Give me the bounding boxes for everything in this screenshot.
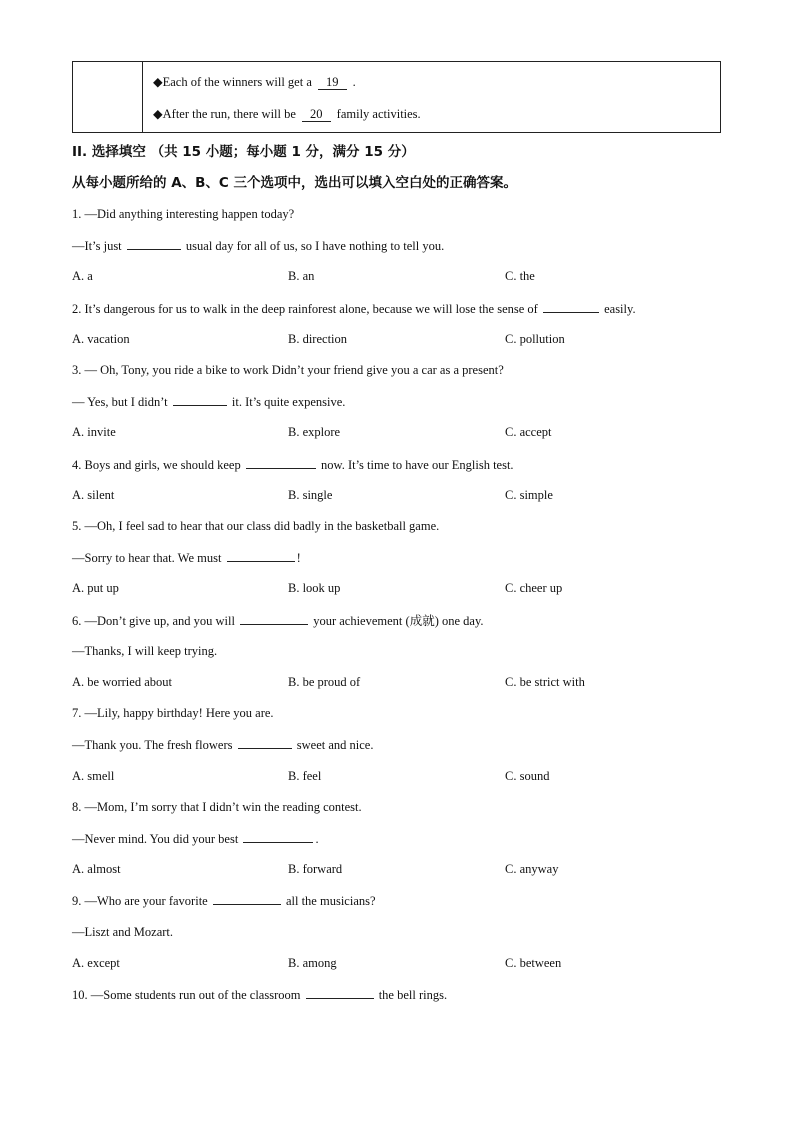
question-text: 6. —Don’t give up, and you will	[72, 614, 235, 628]
answer-blank-20: 20	[302, 108, 331, 122]
option-a[interactable]: A. invite	[72, 425, 116, 439]
question-text-after: the bell rings.	[378, 988, 448, 1002]
options-2	[72, 331, 722, 347]
table-content-cell	[143, 62, 720, 132]
fill-blank[interactable]	[213, 892, 281, 905]
option-b[interactable]: B. explore	[288, 425, 341, 439]
table-row-19	[153, 74, 356, 90]
fill-blank[interactable]	[306, 986, 374, 999]
options-3	[72, 424, 722, 440]
row-text: Each of the winners will get a	[162, 75, 312, 89]
answer-text: —Never mind. You did your best	[72, 832, 239, 846]
answer-blank-19: 19	[318, 76, 347, 90]
answer-line-6: —Thanks, I will keep trying.	[72, 644, 218, 658]
option-a[interactable]: A. except	[72, 956, 120, 970]
option-c[interactable]: C. the	[505, 269, 535, 283]
options-6	[72, 674, 722, 690]
option-a[interactable]: A. silent	[72, 488, 115, 502]
option-b[interactable]: B. direction	[288, 332, 348, 346]
option-b[interactable]: B. forward	[288, 862, 343, 876]
fill-blank[interactable]	[238, 736, 292, 749]
answer-text-after: .	[315, 832, 319, 846]
option-b[interactable]: B. an	[288, 269, 315, 283]
option-b[interactable]: B. be proud of	[288, 675, 361, 689]
question-9	[72, 892, 376, 909]
answer-text: —Thank you. The fresh flowers	[72, 738, 233, 752]
row-text-after: family activities.	[336, 107, 421, 121]
fill-blank[interactable]	[246, 456, 316, 469]
question-text: 4. Boys and girls, we should keep	[72, 458, 241, 472]
question-text: 2. It’s dangerous for us to walk in the deep rainforest alone, because we will lose the sense of	[72, 302, 538, 316]
option-c[interactable]: C. sound	[505, 769, 550, 783]
option-a[interactable]: A. vacation	[72, 332, 130, 346]
answer-text-after: usual day for all of us, so I have nothing to tell you.	[185, 239, 445, 253]
answer-line-5	[72, 549, 301, 566]
notice-table	[72, 61, 721, 133]
option-a[interactable]: A. put up	[72, 581, 119, 595]
question-2	[72, 300, 636, 317]
option-c[interactable]: C. be strict with	[505, 675, 585, 689]
option-a[interactable]: A. a	[72, 269, 93, 283]
question-1: 1. —Did anything interesting happen today?	[72, 207, 295, 221]
row-text: After the run, there will be	[162, 107, 296, 121]
options-5	[72, 580, 722, 596]
option-b[interactable]: B. single	[288, 488, 333, 502]
fill-blank[interactable]	[243, 830, 313, 843]
question-text-after: your achievement (成就) one day.	[313, 614, 484, 628]
answer-text-after: !	[296, 551, 301, 565]
options-8	[72, 861, 722, 877]
fill-blank[interactable]	[127, 237, 181, 250]
options-4	[72, 487, 722, 503]
option-c[interactable]: C. anyway	[505, 862, 559, 876]
answer-text: —It’s just	[72, 239, 122, 253]
answer-line-7	[72, 736, 373, 753]
option-a[interactable]: A. be worried about	[72, 675, 172, 689]
option-b[interactable]: B. look up	[288, 581, 341, 595]
question-6	[72, 612, 484, 629]
fill-blank[interactable]	[240, 612, 308, 625]
answer-text: —Sorry to hear that. We must	[72, 551, 222, 565]
table-row-20	[153, 106, 421, 122]
question-4	[72, 456, 514, 473]
question-7: 7. —Lily, happy birthday! Here you are.	[72, 706, 274, 720]
options-1	[72, 268, 722, 284]
option-c[interactable]: C. accept	[505, 425, 552, 439]
question-text: 10. —Some students run out of the classroom	[72, 988, 301, 1002]
answer-line-1	[72, 237, 444, 254]
question-3: 3. — Oh, Tony, you ride a bike to work Didn’t your friend give you a car as a present?	[72, 363, 504, 377]
section-heading: II. 选择填空 （共 15 小题；每小题 1 分，满分 15 分）	[72, 144, 415, 160]
question-8: 8. —Mom, I’m sorry that I didn’t win the reading contest.	[72, 800, 362, 814]
option-a[interactable]: A. almost	[72, 862, 121, 876]
question-10	[72, 986, 447, 1003]
row-text-after: .	[352, 75, 356, 89]
answer-line-9: —Liszt and Mozart.	[72, 925, 174, 939]
question-text-after: all the musicians?	[285, 894, 376, 908]
fill-blank[interactable]	[543, 300, 599, 313]
answer-text-after: sweet and nice.	[296, 738, 374, 752]
option-b[interactable]: B. among	[288, 956, 337, 970]
option-c[interactable]: C. cheer up	[505, 581, 563, 595]
answer-line-3	[72, 393, 345, 410]
option-c[interactable]: C. simple	[505, 488, 553, 502]
diamond-bullet-icon: ◆	[153, 107, 163, 121]
diamond-bullet-icon: ◆	[153, 75, 163, 89]
option-c[interactable]: C. between	[505, 956, 562, 970]
option-a[interactable]: A. smell	[72, 769, 115, 783]
table-label-cell	[73, 62, 143, 132]
options-9	[72, 955, 722, 971]
question-5: 5. —Oh, I feel sad to hear that our class did badly in the basketball game.	[72, 519, 440, 533]
answer-line-8	[72, 830, 319, 847]
question-text-after: easily.	[604, 302, 636, 316]
answer-text-after: it. It’s quite expensive.	[231, 395, 346, 409]
fill-blank[interactable]	[227, 549, 295, 562]
question-text-after: now. It’s time to have our English test.	[320, 458, 514, 472]
answer-text: — Yes, but I didn’t	[72, 395, 168, 409]
fill-blank[interactable]	[173, 393, 227, 406]
option-b[interactable]: B. feel	[288, 769, 322, 783]
option-c[interactable]: C. pollution	[505, 332, 565, 346]
section-instruction: 从每小题所给的 A、B、C 三个选项中，选出可以填入空白处的正确答案。	[72, 175, 518, 191]
options-7	[72, 768, 722, 784]
question-text: 9. —Who are your favorite	[72, 894, 208, 908]
